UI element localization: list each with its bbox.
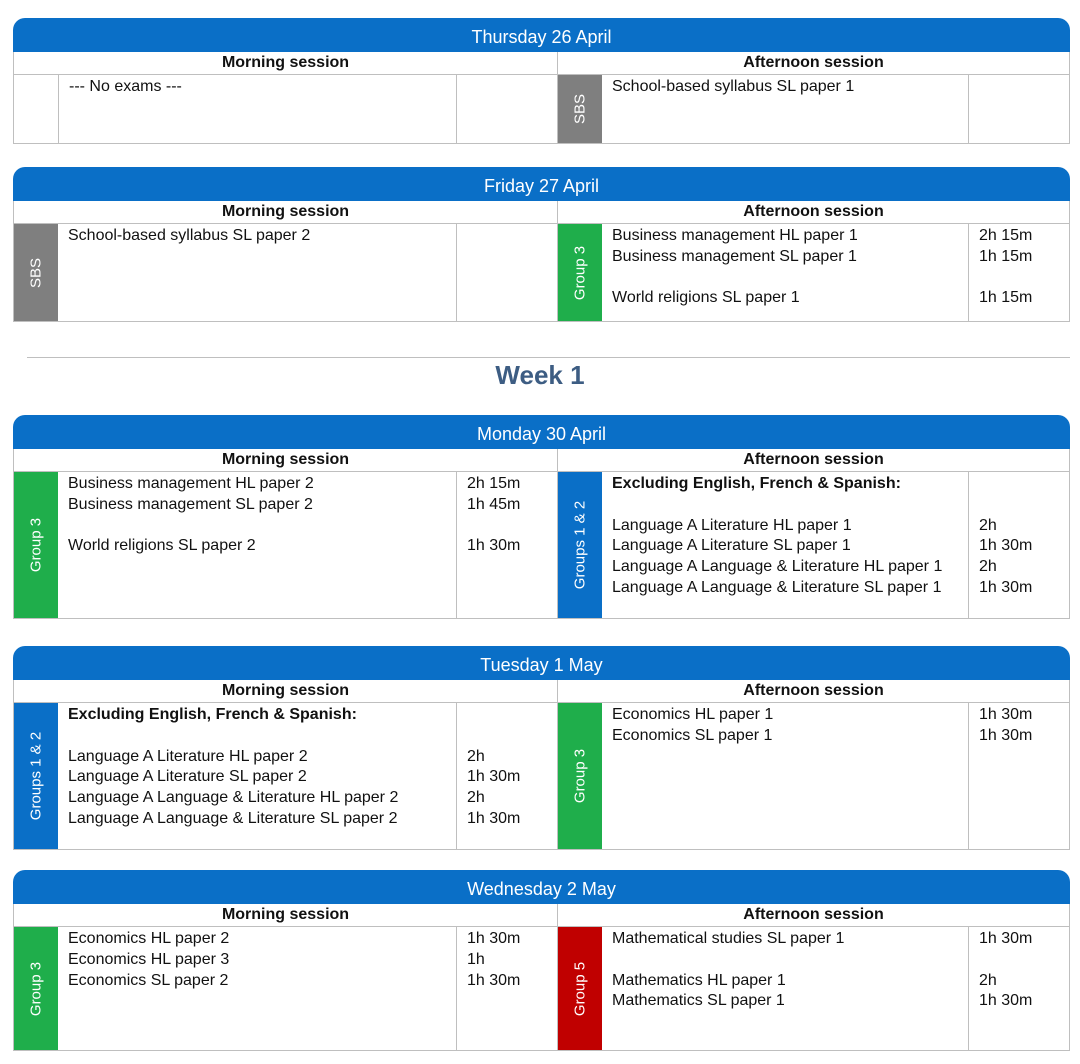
afternoon-session-label: Afternoon session [743,906,884,923]
group-tag-sbs [558,75,602,143]
duration [979,950,1059,971]
exam-list [58,224,457,321]
group-tag-empty [14,75,59,143]
group-tag-label: Group 3 [27,517,45,573]
day-header: Thursday 26 April [13,18,1070,52]
exam-line [612,268,958,289]
group-tag-groups-1-2 [14,703,58,849]
day-body [13,472,1070,619]
morning-session-label: Morning session [14,52,558,74]
duration: 1h 30m [467,768,521,786]
exam-list [602,224,969,321]
exam-line: World religions SL paper 2 [68,537,256,555]
day-body [13,224,1070,322]
group-tag-group-3 [14,472,58,618]
exam-line: Language A Literature SL paper 1 [612,537,851,555]
exam-line: School-based syllabus SL paper 2 [68,227,311,244]
duration-list [969,224,1069,321]
day-header: Monday 30 April [13,415,1070,449]
exam-line: Business management HL paper 1 [612,227,858,244]
week-divider [27,357,1070,358]
exclusion-note: Excluding English, French & Spanish: [68,706,357,723]
group-tag-group-3 [14,927,58,1050]
exam-line: Language A Literature SL paper 2 [68,768,307,786]
duration-list [457,224,557,321]
duration [467,705,547,726]
duration: 2h 15m [979,227,1033,244]
day-header: Wednesday 2 May [13,870,1070,904]
exam-line: Economics SL paper 2 [68,971,229,989]
exam-list [59,75,457,143]
exam-line: Mathematics SL paper 1 [612,992,785,1010]
duration: 1h 45m [467,495,521,513]
exam-line: Language A Literature HL paper 1 [612,516,852,534]
morning-session [14,703,558,849]
morning-session-label: Morning session [14,449,558,471]
day-header: Tuesday 1 May [13,646,1070,680]
duration: 1h 30m [467,809,521,827]
day-body [13,927,1070,1051]
duration: 1h 30m [467,537,521,555]
exam-line: Mathematics HL paper 1 [612,971,786,989]
afternoon-session [558,224,1069,321]
day-block-monday [13,415,1070,619]
exam-list [602,703,969,849]
duration-list [457,927,557,1050]
exam-line: World religions SL paper 1 [612,289,800,307]
exam-line: Mathematical studies SL paper 1 [612,930,845,947]
duration: 1h 30m [979,578,1033,596]
afternoon-session [558,703,1069,849]
duration: 2h [979,558,997,576]
group-tag-label: SBS [571,93,589,125]
duration: 2h [979,516,997,534]
duration: 1h 30m [979,992,1033,1010]
group-tag-label: Group 3 [27,961,45,1016]
day-body [13,703,1070,850]
duration: 1h 30m [467,930,521,947]
duration: 2h 15m [467,475,521,492]
exam-line: Business management SL paper 2 [68,495,313,513]
group-tag-label: Groups 1 & 2 [571,500,589,590]
group-tag-group-3 [558,224,602,321]
group-tag-group-5 [558,927,602,1050]
exam-line: Business management HL paper 2 [68,475,314,492]
duration: 1h 15m [979,289,1033,307]
duration: 1h 15m [979,247,1033,265]
duration [979,495,1059,516]
exam-line [612,950,958,971]
group-tag-group-3 [558,703,602,849]
exam-line: School-based syllabus SL paper 1 [612,78,855,95]
duration: 1h 30m [467,971,521,989]
duration-list [457,703,557,849]
morning-session [14,75,558,143]
exam-line: Economics SL paper 1 [612,726,773,744]
session-headers [13,449,1070,472]
morning-session [14,472,558,618]
exam-line: Language A Language & Literature SL paper 1 [612,578,942,596]
exam-list [602,75,969,143]
group-tag-label: Group 3 [571,245,589,300]
group-tag-label: Group 3 [571,748,589,804]
duration [467,516,547,537]
session-headers [13,904,1070,927]
exam-list [58,927,457,1050]
exclusion-note: Excluding English, French & Spanish: [612,475,901,492]
duration: 1h [467,950,485,968]
afternoon-session-label: Afternoon session [743,54,884,71]
exam-line [612,495,958,516]
exam-line: Economics HL paper 3 [68,950,230,968]
duration: 1h 30m [979,706,1033,723]
duration-list [969,75,1069,143]
afternoon-session [558,927,1069,1050]
duration: 2h [467,789,485,807]
duration [467,726,547,747]
exam-line: --- No exams --- [69,78,182,95]
day-header: Friday 27 April [13,167,1070,201]
exam-list [602,472,969,618]
exam-line: Language A Language & Literature SL paper 2 [68,809,398,827]
exam-list [58,703,457,849]
exam-list [602,927,969,1050]
afternoon-session [558,472,1069,618]
exam-line: Language A Literature HL paper 2 [68,747,308,765]
session-headers [13,52,1070,75]
duration: 1h 30m [979,537,1033,555]
duration [979,268,1059,289]
exam-line [68,516,446,537]
morning-session [14,927,558,1050]
group-tag-sbs [14,224,58,321]
day-block-thursday [13,18,1070,144]
session-headers [13,680,1070,703]
duration-list [969,472,1069,618]
exam-line [68,726,446,747]
session-headers [13,201,1070,224]
group-tag-groups-1-2 [558,472,602,618]
day-body [13,75,1070,144]
exam-line: Economics HL paper 1 [612,706,774,723]
group-tag-label: Group 5 [571,961,589,1016]
duration [979,474,1059,495]
day-block-wednesday [13,870,1070,1051]
group-tag-label: SBS [27,257,45,288]
exam-list [58,472,457,618]
exam-line: Language A Language & Literature HL paper 2 [68,789,399,807]
afternoon-session-label: Afternoon session [743,682,884,699]
duration-list [969,927,1069,1050]
day-block-tuesday [13,646,1070,850]
afternoon-session [558,75,1069,143]
afternoon-session-label: Afternoon session [743,451,884,468]
morning-session-label: Morning session [14,904,558,926]
duration-list [457,472,557,618]
afternoon-session-label: Afternoon session [743,203,884,220]
group-tag-label: Groups 1 & 2 [27,731,45,821]
duration-list [969,703,1069,849]
morning-session-label: Morning session [14,680,558,702]
exam-line: Language A Language & Literature HL paper 1 [612,558,943,576]
duration: 1h 30m [979,726,1033,744]
exam-line: Economics HL paper 2 [68,930,230,947]
week-title: Week 1 [495,360,585,390]
day-block-friday [13,167,1070,322]
morning-session-label: Morning session [14,201,558,223]
morning-session [14,224,558,321]
duration: 1h 30m [979,930,1033,947]
exam-line: Business management SL paper 1 [612,247,857,265]
duration: 2h [467,747,485,765]
duration: 2h [979,971,997,989]
duration-list [457,75,557,143]
